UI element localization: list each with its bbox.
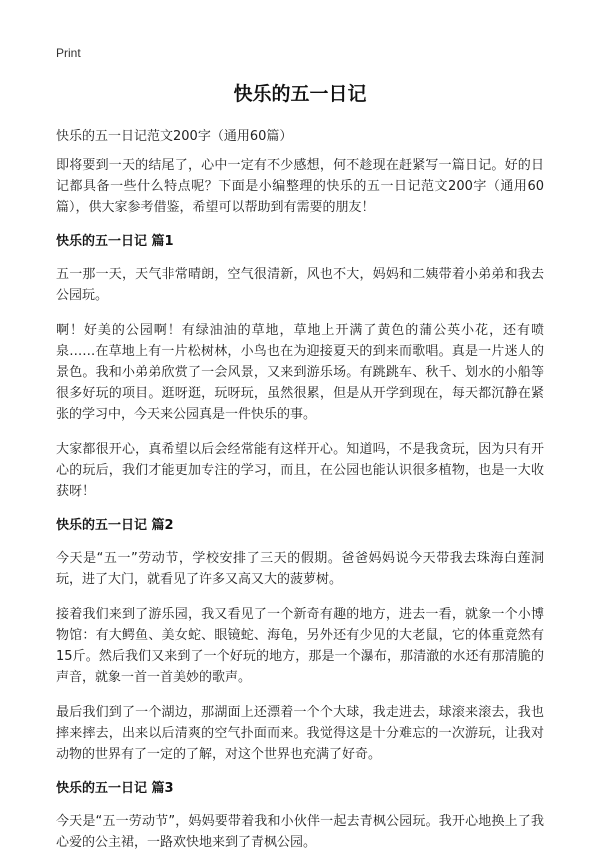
section-3: [56, 779, 544, 853]
section-heading: 快乐的五一日记 篇2: [56, 518, 174, 533]
section-1: [56, 232, 544, 502]
print-label[interactable]: Print: [56, 46, 81, 60]
section-paragraph: 最后我们到了一个湖边，那湖面上还漂着一个个大球，我走进去，球滚来滚去，我也摔来摔去，出来以后清爽的空气扑面而来。我觉得这是十分难忘的一次游玩，让我对动物的世界有了一定的了解，对这个世界也充满了好奇。: [56, 705, 544, 762]
section-paragraph: 今天是“五一劳动节”，妈妈要带着我和小伙伴一起去青枫公园玩。我开心地换上了我心爱的公主裙，一路欢快地来到了青枫公园。: [56, 814, 544, 850]
section-paragraph: 啊！好美的公园啊！有绿油油的草地，草地上开满了黄色的蒲公英小花，还有喷泉……在草地上有一片松树林，小鸟也在为迎接夏天的到来而歌唱。真是一片迷人的景色。我和小弟弟欣赏了一会风景，又来到游乐场。有跳跳车、秋千、划水的小船等很多好玩的项目。逛呀逛，玩呀玩，虽然很累，但是从开学到现在，每天都沉静在紧张的学习中，今天来公园真是一件快乐的事。: [56, 323, 544, 422]
section-2: [56, 516, 544, 765]
section-paragraph: 今天是“五一”劳动节，学校安排了三天的假期。爸爸妈妈说今天带我去珠海白莲洞玩，进了大门，就看见了许多又高又大的菠萝树。: [56, 551, 544, 587]
section-paragraph: 接着我们来到了游乐园，我又看见了一个新奇有趣的地方，进去一看，就象一个小博物馆：有大鳄鱼、美女蛇、眼镜蛇、海龟，另外还有少见的大老鼠，它的体重竟然有15斤。然后我们又来到了一个好玩的地方，那是一个瀑布，那清澈的水还有那清脆的声音，就象一首一首美妙的歌声。: [56, 607, 544, 685]
article-subtitle: 快乐的五一日记范文200字（通用60篇）: [56, 129, 293, 144]
section-paragraph: 大家都很开心，真希望以后会经常能有这样开心。知道吗，不是我贪玩，因为只有开心的玩后，我们才能更加专注的学习，而且，在公园也能认识很多植物，也是一大收获呀！: [56, 442, 544, 499]
intro-paragraph: 即将要到一天的结尾了，心中一定有不少感想，何不趁现在赶紧写一篇日记。好的日记都具备一些什么特点呢？下面是小编整理的快乐的五一日记范文200字（通用60篇），供大家参考借鉴，希望可以帮助到有需要的朋友！: [56, 158, 544, 215]
section-heading: 快乐的五一日记 篇3: [56, 781, 174, 796]
page-title: 快乐的五一日记: [233, 83, 367, 105]
section-paragraph: 五一那一天，天气非常晴朗，空气很清新，风也不大，妈妈和二姨带着小弟弟和我去公园玩。: [56, 267, 544, 303]
section-heading: 快乐的五一日记 篇1: [56, 234, 174, 249]
